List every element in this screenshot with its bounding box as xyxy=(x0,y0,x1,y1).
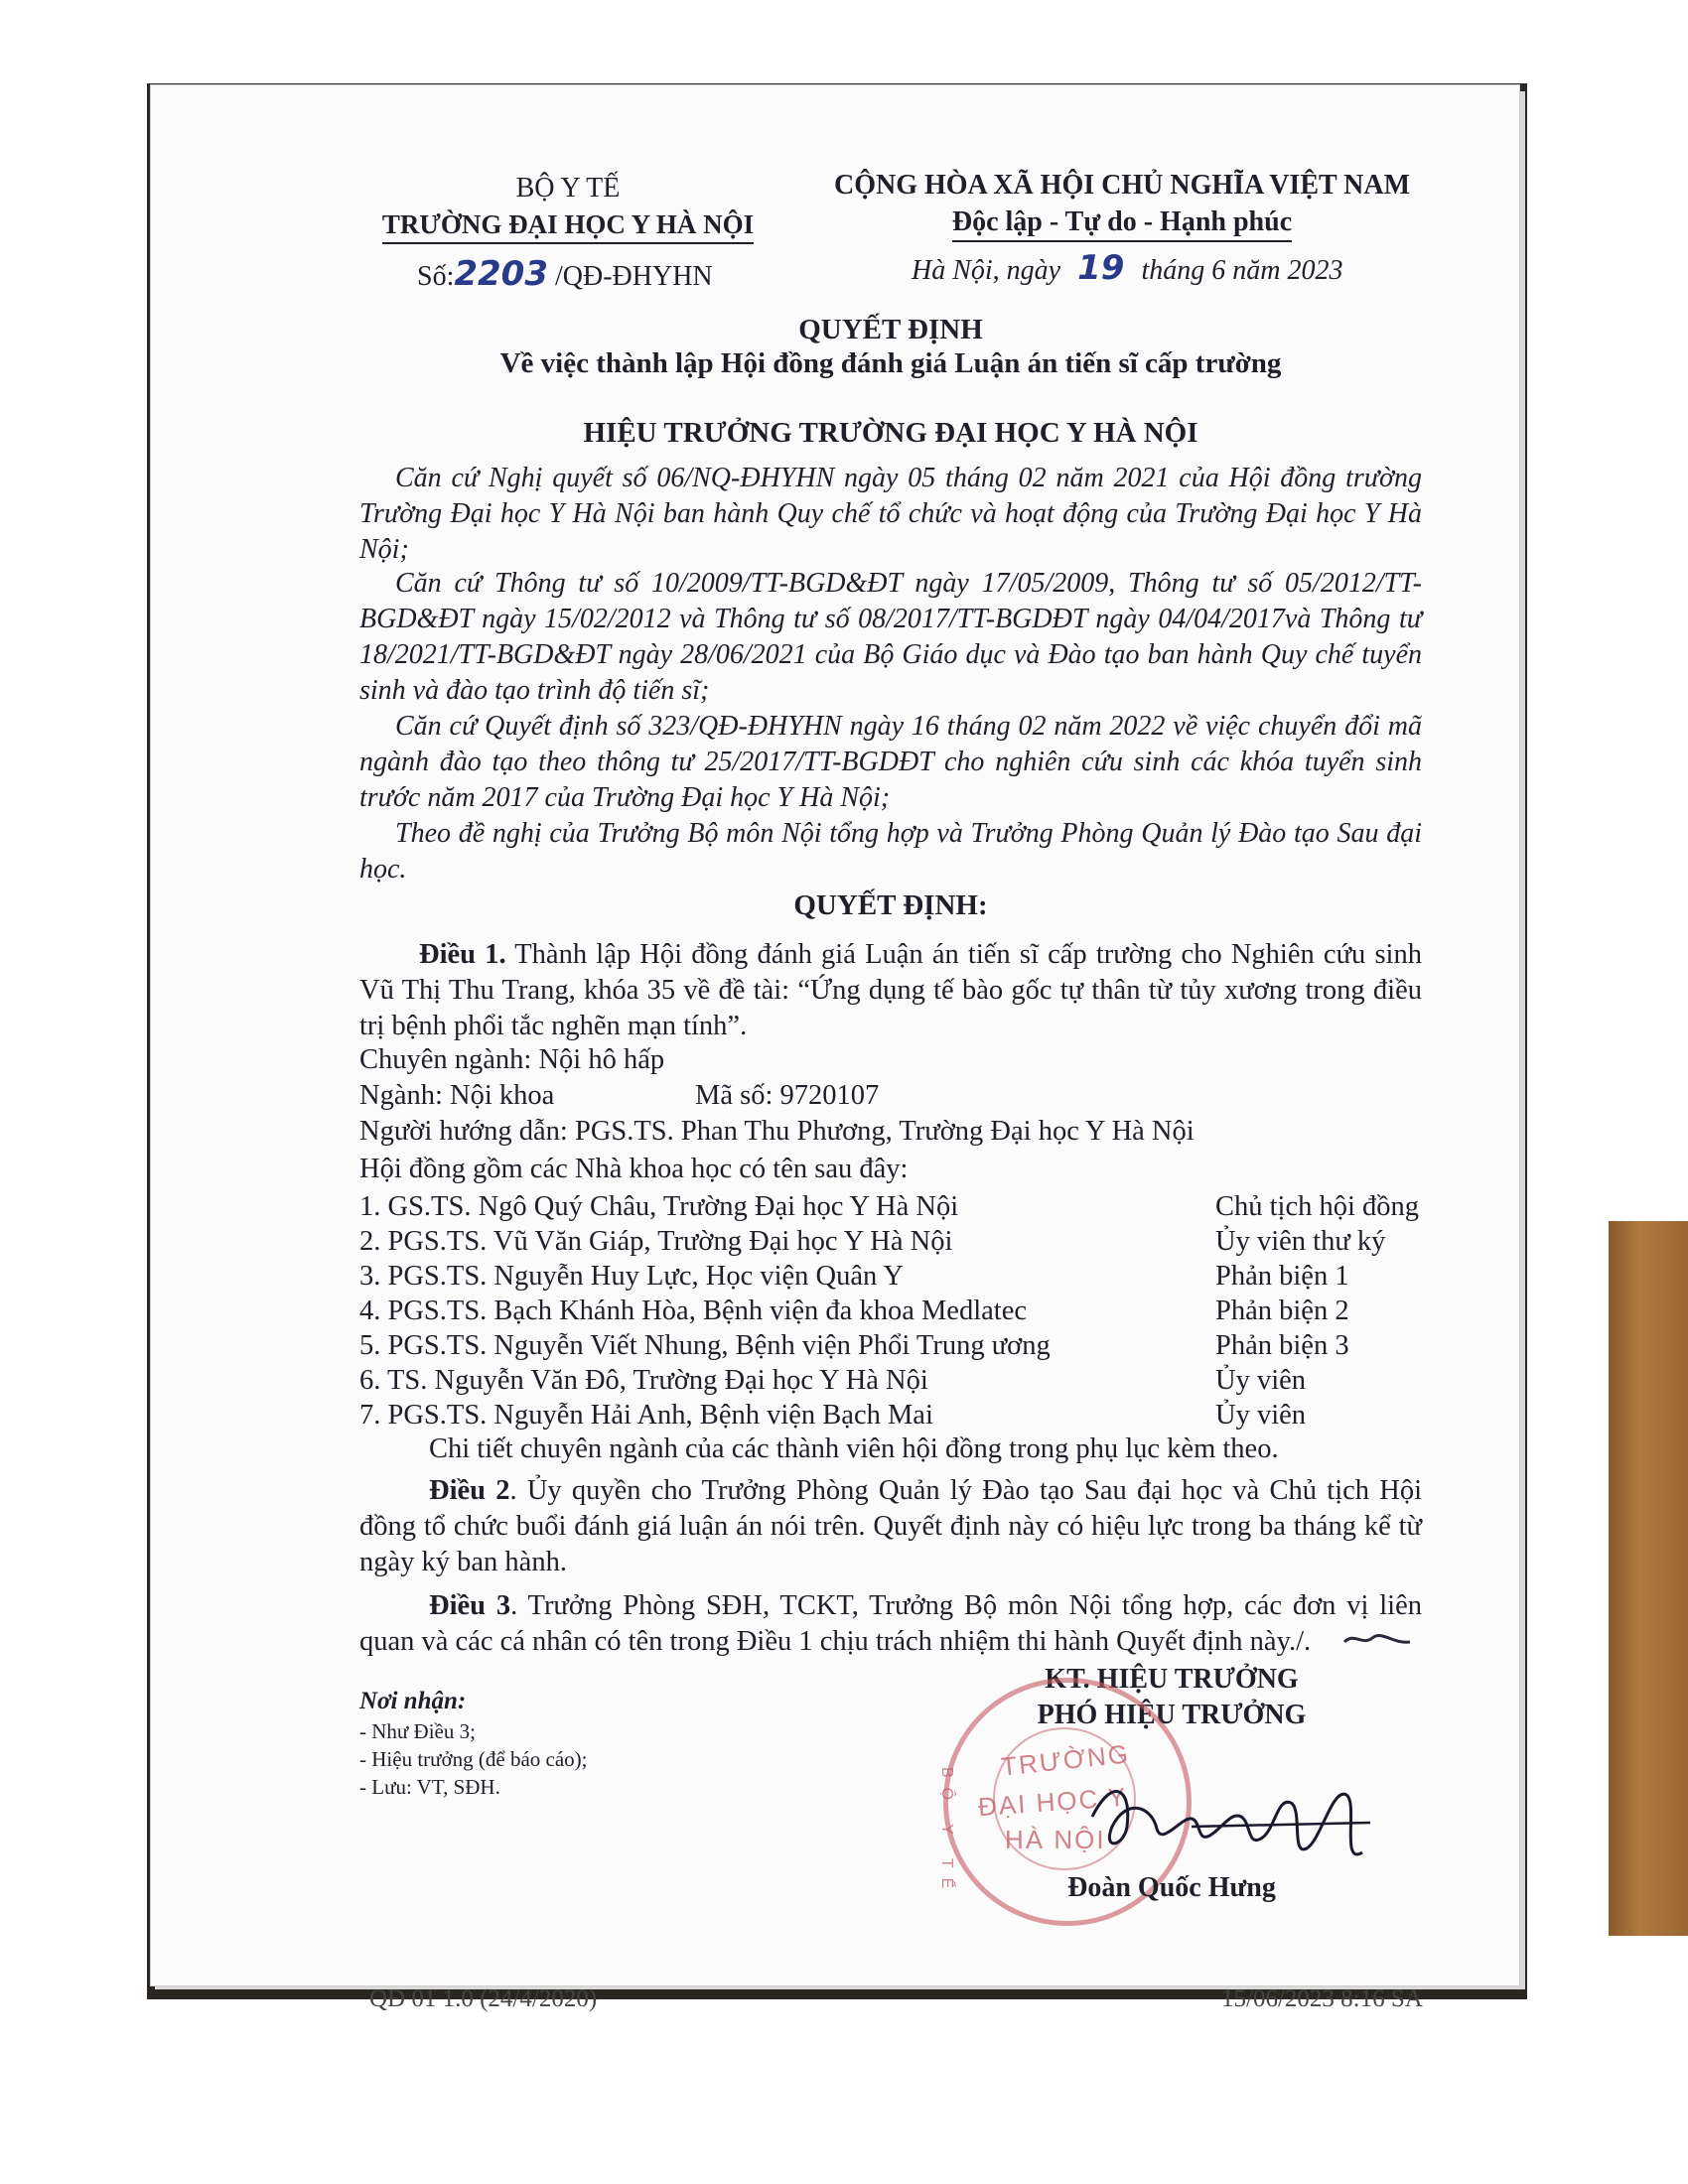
member-role: Phản biện 1 xyxy=(1215,1261,1349,1292)
member-role: Ủy viên xyxy=(1215,1400,1307,1431)
member-name: 6. TS. Nguyễn Văn Đô, Trường Đại học Y Hà Nội xyxy=(359,1365,928,1396)
signer-name: Đoàn Quốc Hưng xyxy=(1067,1872,1276,1903)
article-2-text: . Ủy quyền cho Trưởng Phòng Quản lý Đào tạo Sau đại học và Chủ tịch Hội đồng tổ chức buổi đánh giá luận án nói trên. Quyết định này có hiệu lực trong ba tháng kể từ ngày ký ban hành. xyxy=(359,1475,1422,1577)
article-3-label: Điều 3 xyxy=(429,1590,511,1621)
document-number xyxy=(417,254,713,294)
signature-title: PHÓ HIỆU TRƯỞNG xyxy=(1037,1700,1307,1730)
university-name: TRƯỜNG ĐẠI HỌC Y HÀ NỘI xyxy=(382,206,754,244)
handwritten-day: 19 xyxy=(1077,248,1125,288)
member-row xyxy=(359,1189,1432,1225)
seal-text-line-1: TRƯỜNG xyxy=(999,1738,1132,1782)
article-2-label: Điều 2 xyxy=(429,1475,510,1506)
basis-4: Theo đề nghị của Trưởng Bộ môn Nội tổng hợp và Trưởng Phòng Quản lý Đào tạo Sau đại học. xyxy=(359,818,1422,885)
member-row xyxy=(359,1398,1432,1433)
member-row xyxy=(359,1328,1432,1364)
handwritten-signature xyxy=(1072,1757,1390,1876)
issuing-authority: HIỆU TRƯỞNG TRƯỜNG ĐẠI HỌC Y HÀ NỘI xyxy=(583,417,1198,449)
field: Ngành: Nội khoa xyxy=(359,1080,555,1111)
seal-text-line-3: HÀ NỘI xyxy=(1005,1825,1106,1854)
print-timestamp: 15/06/2023 8:16 SA xyxy=(1221,1985,1423,2012)
recipient-item: - Hiệu trưởng (để báo cáo); xyxy=(359,1747,588,1771)
article-1-label: Điều 1. xyxy=(419,939,506,970)
member-role: Chủ tịch hội đồng xyxy=(1215,1191,1420,1222)
article-1 xyxy=(359,937,1422,1044)
member-name: 5. PGS.TS. Nguyễn Viết Nhung, Bệnh viện Phổi Trung ương xyxy=(359,1330,1051,1361)
member-row xyxy=(359,1363,1432,1399)
recipient-item: - Lưu: VT, SĐH. xyxy=(359,1775,500,1799)
issue-date xyxy=(912,248,1342,288)
date-suffix: tháng 6 năm 2023 xyxy=(1141,255,1343,286)
recipient-item: - Như Điều 3; xyxy=(359,1719,476,1743)
basis-3: Căn cứ Quyết định số 323/QĐ-ĐHYHN ngày 16 tháng 02 năm 2022 về việc chuyển đổi mã ngành đào tạo theo thông tư 25/2017/TT-BGDĐT cho nghiên cứu sinh các khóa tuyển sinh trước năm 2017 của Trường Đại học Y Hà Nội; xyxy=(359,711,1422,813)
member-role: Ủy viên thư ký xyxy=(1215,1226,1386,1257)
member-role: Ủy viên xyxy=(1215,1365,1307,1396)
article-3-text: . Trưởng Phòng SĐH, TCKT, Trưởng Bộ môn Nội tổng hợp, các đơn vị liên quan và các cá nhân có tên trong Điều 1 chịu trách nhiệm thi hành Quyết định này./. xyxy=(359,1590,1423,1657)
member-row xyxy=(359,1224,1432,1260)
number-suffix: /QĐ-ĐHYHN xyxy=(555,261,713,292)
initial-mark xyxy=(1342,1628,1412,1652)
supervisor: Người hướng dẫn: PGS.TS. Phan Thu Phương, Trường Đại học Y Hà Nội xyxy=(359,1116,1195,1147)
table-surface xyxy=(1609,1221,1688,1936)
member-name: 3. PGS.TS. Nguyễn Huy Lực, Học viện Quân Y xyxy=(359,1261,904,1292)
recipients xyxy=(359,1686,587,1801)
member-name: 2. PGS.TS. Vũ Văn Giáp, Trường Đại học Y Hà Nội xyxy=(359,1226,953,1257)
basis-1: Căn cứ Nghị quyết số 06/NQ-ĐHYHN ngày 05 tháng 02 năm 2021 của Hội đồng trường Trường Đại học Y Hà Nội ban hành Quy chế tổ chức và hoạt động của Trường Đại học Y Hà Nội; xyxy=(359,463,1422,565)
date-prefix: Hà Nội, ngày xyxy=(912,255,1061,286)
header-left xyxy=(379,171,757,244)
member-row xyxy=(359,1294,1432,1329)
member-role: Phản biện 2 xyxy=(1215,1296,1349,1326)
seal-text-line-2: ĐẠI HỌC Y xyxy=(977,1781,1129,1823)
recipients-heading: Nơi nhận: xyxy=(359,1688,467,1714)
article-1-text: Thành lập Hội đồng đánh giá Luận án tiến sĩ cấp trường cho Nghiên cứu sinh Vũ Thị Thu Trang, khóa 35 về đề tài: “Ứng dụng tế bào gốc tự thân từ tủy xương trong điều trị bệnh phổi tắc nghẽn mạn tính”. xyxy=(359,939,1422,1041)
ministry-name: BỘ Y TẾ xyxy=(515,173,621,204)
council-intro: Hội đồng gồm các Nhà khoa học có tên sau đây: xyxy=(359,1154,909,1184)
motto: Độc lập - Tự do - Hạnh phúc xyxy=(952,205,1292,242)
form-code: QĐ 01 1.0 (24/4/2020) xyxy=(369,1985,598,2012)
field-code: Mã số: 9720107 xyxy=(695,1080,880,1111)
signature-on-behalf: KT. HIỆU TRƯỞNG xyxy=(1045,1664,1299,1695)
article-3 xyxy=(359,1588,1422,1660)
handwritten-number: 2203 xyxy=(454,254,548,294)
member-row xyxy=(359,1259,1432,1295)
republic-name: CỘNG HÒA XÃ HỘI CHỦ NGHĨA VIỆT NAM xyxy=(834,170,1411,201)
seal-text-line-4: BỘ Y TẾ xyxy=(938,1767,955,1899)
member-role: Phản biện 3 xyxy=(1215,1330,1349,1361)
member-name: 1. GS.TS. Ngô Quý Châu, Trường Đại học Y Hà Nội xyxy=(359,1191,959,1222)
appendix-note: Chi tiết chuyên ngành của các thành viên hội đồng trong phụ lục kèm theo. xyxy=(429,1433,1279,1464)
specialty: Chuyên ngành: Nội hô hấp xyxy=(359,1044,665,1075)
member-name: 7. PGS.TS. Nguyễn Hải Anh, Bệnh viện Bạch Mai xyxy=(359,1400,933,1431)
member-name: 4. PGS.TS. Bạch Khánh Hòa, Bệnh viện đa khoa Medlatec xyxy=(359,1296,1027,1326)
header-right xyxy=(834,167,1410,242)
basis-2: Căn cứ Thông tư số 10/2009/TT-BGD&ĐT ngày 17/05/2009, Thông tư số 05/2012/TT-BGD&ĐT ngày 15/02/2012 và Thông tư số 08/2017/TT-BGDĐT ngày 04/04/2017và Thông tư 18/2021/TT-BGD&ĐT ngày 28/06/2021 của Bộ Giáo dục và Đào tạo ban hành Quy chế tuyển sinh và đào tạo trình độ tiến sĩ; xyxy=(359,568,1422,706)
article-2 xyxy=(359,1473,1422,1580)
decision-heading: QUYẾT ĐỊNH: xyxy=(793,889,988,921)
number-prefix: Số: xyxy=(417,261,455,292)
decision-subject: Về việc thành lập Hội đồng đánh giá Luận án tiến sĩ cấp trường xyxy=(499,347,1282,379)
decision-title: QUYẾT ĐỊNH xyxy=(798,314,983,345)
